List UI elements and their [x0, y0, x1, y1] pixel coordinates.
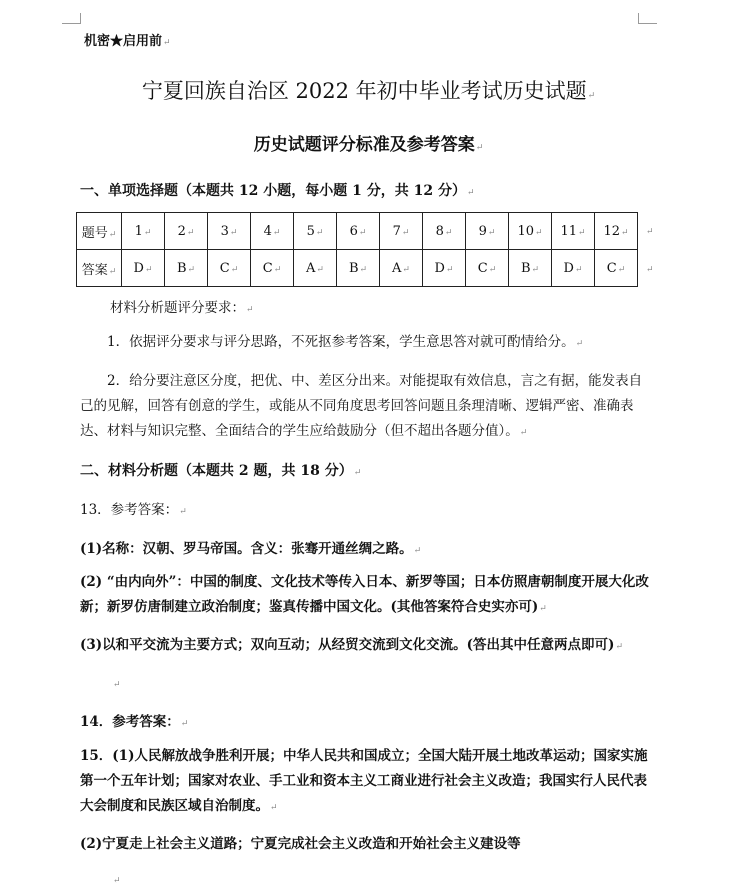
table-cell-number: 2↵: [165, 213, 208, 250]
table-cell-answer: C↵: [466, 250, 509, 287]
rules-title: 材料分析题评分要求：↵: [110, 300, 254, 316]
q13-answer-2: (2) “由内向外”：中国的制度、文化技术等传入日本、新罗等国；日本仿照唐朝制度开展大化改新；新罗仿唐制建立政治制度；鉴真传播中国文化。(其他答案符合史实亦可)↵: [80, 574, 649, 615]
table-cell-answer: C↵: [595, 250, 638, 287]
empty-paragraph-mark: ↵: [113, 680, 121, 690]
page-corner-mark-left: [62, 13, 81, 24]
q15-answer-1: 15．(1)人民解放战争胜利开展；中华人民共和国成立；全国大陆开展土地改革运动；国家实施第一个五年计划；国家对农业、手工业和资本主义工商业进行社会主义改造；我国实行人民代表大会制度和民族区域自治制度。↵: [80, 748, 648, 814]
q13-label: 13．参考答案：↵: [80, 502, 187, 518]
table-cell-answer: A↵: [380, 250, 423, 287]
table-header-number: 题号↵: [77, 213, 122, 250]
rules-item-2: 2．给分要注意区分度，把优、中、差区分出来。对能提取有效信息，言之有据，能发表自己的见解，回答有创意的学生，或能从不同角度思考回答问题且条理清晰、逻辑严密、准确表达、材料与知识完整、全面结合的学生应给鼓励分（但不超出各题分值）。↵: [80, 373, 643, 439]
table-cell-answer: B↵: [165, 250, 208, 287]
table-cell-answer: B↵: [337, 250, 380, 287]
table-cell-answer: D↵: [552, 250, 595, 287]
table-cell-number: 6↵: [337, 213, 380, 250]
table-cell-answer: D↵: [122, 250, 165, 287]
table-cell-number: 11↵: [552, 213, 595, 250]
section2-heading: 二、材料分析题（本题共 2 题，共 18 分）↵: [80, 463, 362, 479]
table-cell-number: 5↵: [294, 213, 337, 250]
table-cell-number: 12↵: [595, 213, 638, 250]
answer-table: [76, 212, 638, 287]
table-header-answer: 答案↵: [77, 250, 122, 287]
q13-answer-1: (1)名称：汉朝、罗马帝国。含义：张骞开通丝绸之路。↵: [80, 541, 422, 557]
table-cell-answer: C↵: [251, 250, 294, 287]
q13-answer-3: (3)以和平交流为主要方式；双向互动；从经贸交流到文化交流。(答出其中任意两点即可)↵: [80, 637, 623, 653]
rules-item-1: 1．依据评分要求与评分思路，不死抠参考答案，学生意思答对就可酌情给分。↵: [107, 334, 584, 350]
table-row-numbers: [77, 213, 638, 250]
document-subtitle: 历史试题评分标准及参考答案↵: [253, 135, 484, 155]
q15-answer-2: (2)宁夏走上社会主义道路；宁夏完成社会主义改造和开始社会主义建设等: [80, 836, 521, 852]
table-cell-number: 10↵: [509, 213, 552, 250]
table-cell-number: 1↵: [122, 213, 165, 250]
table-cell-number: 9↵: [466, 213, 509, 250]
table-cell-number: 8↵: [423, 213, 466, 250]
table-cell-answer: B↵: [509, 250, 552, 287]
table-cell-number: 3↵: [208, 213, 251, 250]
table-cell-answer: C↵: [208, 250, 251, 287]
empty-paragraph-mark: ↵: [113, 876, 121, 886]
q14-label: 14．参考答案：↵: [80, 714, 189, 730]
table-cell-answer: D↵: [423, 250, 466, 287]
page-corner-mark-right: [638, 13, 657, 24]
document-title: 宁夏回族自治区 2022 年初中毕业考试历史试题↵: [141, 79, 596, 103]
table-row-answers: [77, 250, 638, 287]
table-row-end-mark: ↵: [646, 265, 654, 275]
table-cell-number: 4↵: [251, 213, 294, 250]
table-row-end-mark: ↵: [646, 227, 654, 237]
secret-label: 机密★启用前↵: [84, 34, 171, 49]
table-cell-answer: A↵: [294, 250, 337, 287]
section1-heading: 一、单项选择题（本题共 12 小题，每小题 1 分，共 12 分）↵: [80, 183, 475, 199]
table-cell-number: 7↵: [380, 213, 423, 250]
